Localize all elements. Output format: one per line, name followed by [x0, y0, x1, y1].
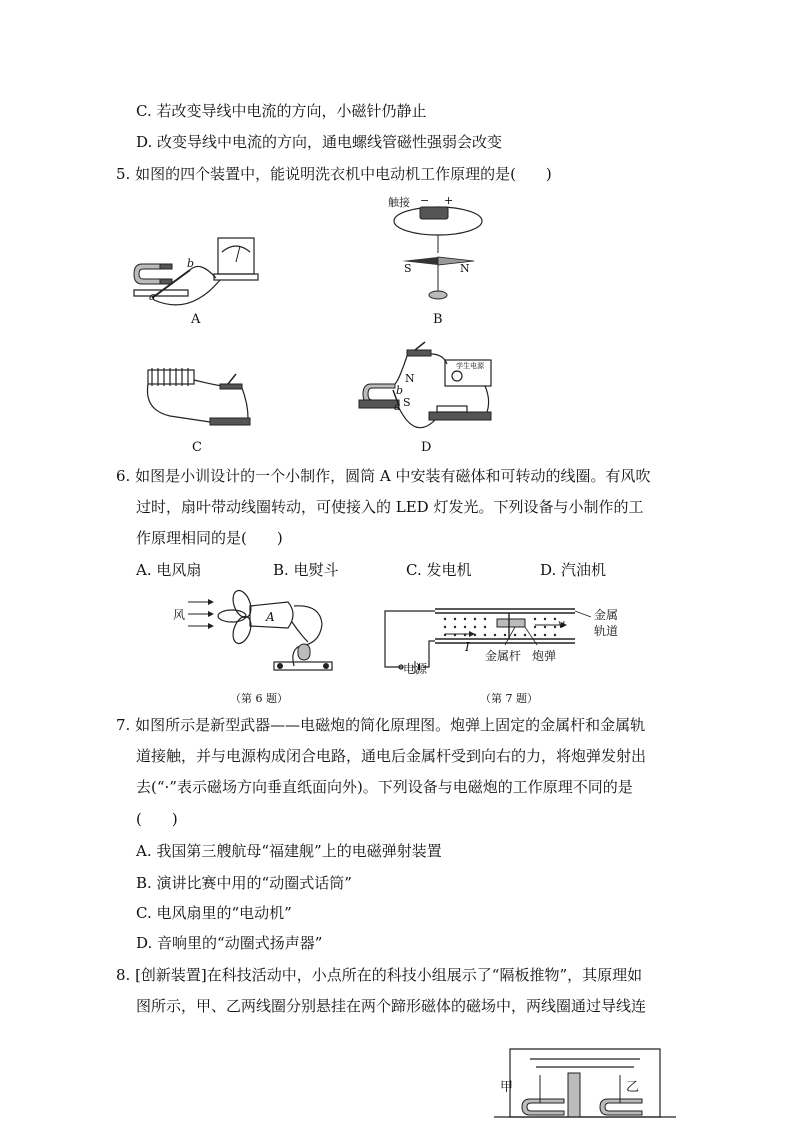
fig7-caption: （第 7 题） [480, 692, 538, 705]
field-dot [504, 634, 506, 636]
q5-figure-c [140, 360, 250, 440]
field-dot [554, 626, 556, 628]
q8-stem-line-1: 8. [创新装置]在科技活动中，小点所在的科技小组展示了“隔板推物”，其原理如 [116, 966, 643, 984]
fig-b-minus: − [420, 194, 430, 207]
fig-a-label-a: a [149, 290, 156, 303]
fig6-caption: （第 6 题） [230, 692, 288, 705]
fig8-jia: 甲 [500, 1080, 514, 1095]
q6-option-d: D. 汽油机 [540, 561, 607, 579]
q6-figure [170, 594, 340, 674]
fig-d-b: b [396, 384, 404, 397]
field-dot [544, 618, 546, 620]
field-dot [544, 634, 546, 636]
field-dot [484, 626, 486, 628]
q7-option-d: D. 音响里的“动圈式扬声器” [136, 934, 323, 952]
q6-stem-line-3: 作原理相同的是( ) [136, 529, 283, 547]
fig7-velocity: v [558, 617, 565, 631]
fig7-rail-label: 金属 [594, 608, 619, 622]
field-dot [474, 626, 476, 628]
fig6-label-a: A [266, 610, 275, 624]
fig-a-label-b: b [187, 257, 195, 270]
fig-b-n: N [460, 262, 470, 275]
field-dot [524, 634, 526, 636]
q7-stem-line-4: ( ) [136, 810, 178, 828]
field-dot [514, 634, 516, 636]
q7-stem-line-1: 7. 如图所示是新型武器——电磁炮的简化原理图。炮弹上固定的金属杆和金属轨 [116, 716, 646, 734]
field-dot [534, 618, 536, 620]
field-dot [554, 634, 556, 636]
field-dot [494, 634, 496, 636]
q7-stem-line-2: 道接触，并与电源构成闭合电路，通电后金属杆受到向右的力，将炮弹发射出 [136, 747, 647, 765]
field-dot [464, 626, 466, 628]
fig8-yi: 乙 [626, 1080, 640, 1095]
fig-a-caption: A [191, 312, 201, 327]
q6-stem-line-2: 过时，扇叶带动线圈转动，可使接入的 LED 灯发光。下列设备与小制作的工 [136, 498, 644, 516]
field-dot [454, 626, 456, 628]
field-dot [474, 618, 476, 620]
fig7-shell-label: 炮弹 [532, 649, 557, 663]
q6-option-b: B. 电熨斗 [273, 561, 339, 579]
fig7-current: I [465, 640, 470, 654]
field-dot [464, 618, 466, 620]
q7-stem-line-3: 去(“·”表示磁场方向垂直纸面向外)。下列设备与电磁炮的工作原理不同的是 [136, 778, 633, 796]
field-dot [444, 618, 446, 620]
q5-figure-b [388, 195, 488, 305]
q8-figure [490, 1045, 680, 1123]
q6-option-a: A. 电风扇 [136, 561, 202, 579]
q7-option-a: A. 我国第三艘航母“福建舰”上的电磁弹射装置 [136, 842, 442, 860]
q6-option-c: C. 发电机 [406, 561, 472, 579]
fig-b-s: S [404, 262, 412, 275]
q6-stem-line-1: 6. 如图是小训设计的一个小制作，圆筒 A 中安装有磁体和可转动的线圈。有风吹 [116, 467, 651, 485]
fig-d-a: a [394, 400, 401, 413]
field-dot [454, 618, 456, 620]
field-dot [544, 626, 546, 628]
fig6-wind-label: 风 [173, 608, 186, 622]
fig-d-s: S [403, 396, 411, 409]
q7-option-b: B. 演讲比赛中用的“动圈式话筒” [136, 874, 352, 892]
field-dot [534, 634, 536, 636]
field-dot [484, 618, 486, 620]
q4-option-c: C. 若改变导线中电流的方向，小磁针仍静止 [136, 102, 427, 120]
fig-d-n: N [405, 372, 415, 385]
fig7-power-label: 电源 [403, 662, 428, 676]
fig7-rail-label-2: 轨道 [594, 624, 619, 638]
fig-b-caption: B [433, 312, 443, 327]
fig-b-touch-label: 触接 [388, 196, 410, 209]
q5-stem: 5. 如图的四个装置中，能说明洗衣机中电动机工作原理的是( ) [116, 165, 552, 183]
q4-option-d: D. 改变导线中电流的方向，通电螺线管磁性强弱会改变 [136, 133, 503, 151]
fig-d-psu-label: 学生电源 [456, 362, 484, 370]
q8-stem-line-2: 图所示，甲、乙两线圈分别悬挂在两个蹄形磁体的磁场中，两线圈通过导线连 [136, 997, 647, 1015]
fig-b-plus: + [444, 194, 454, 207]
field-dot [444, 626, 446, 628]
field-dot [484, 634, 486, 636]
fig-d-caption: D [421, 440, 432, 455]
fig-c-caption: C [192, 440, 202, 455]
fig7-rod-label: 金属杆 [485, 649, 522, 663]
q5-figure-d [355, 340, 495, 440]
field-dot [554, 618, 556, 620]
field-dot [534, 626, 536, 628]
q7-option-c: C. 电风扇里的“电动机” [136, 904, 292, 922]
